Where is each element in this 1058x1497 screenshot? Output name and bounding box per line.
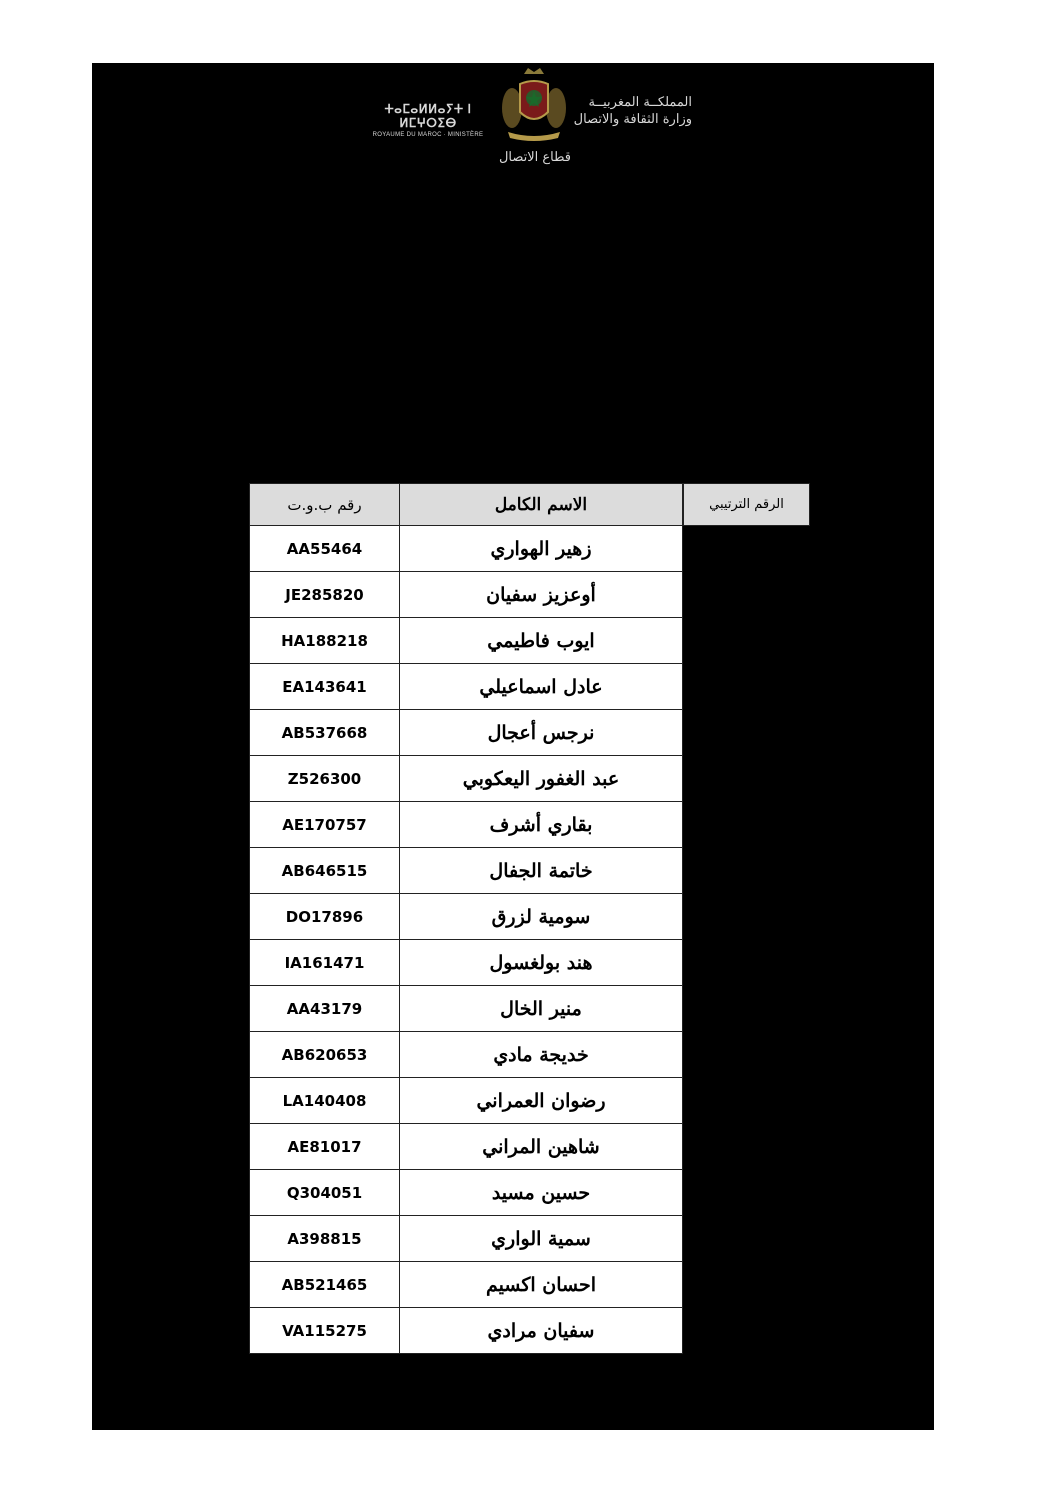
cell-rank-number bbox=[684, 894, 810, 940]
cell-rank-number bbox=[684, 848, 810, 894]
cell-full-name: سومية لزرق bbox=[400, 894, 683, 940]
letterhead bbox=[360, 66, 700, 176]
table-header-row bbox=[250, 484, 810, 526]
table-row bbox=[250, 1170, 810, 1216]
candidate-table bbox=[249, 483, 810, 1354]
table-row bbox=[250, 1124, 810, 1170]
cell-full-name: نرجس أعجال bbox=[400, 710, 683, 756]
cell-rank-number bbox=[684, 710, 810, 756]
cell-full-name: زهير الهواري bbox=[400, 526, 683, 572]
table-row bbox=[250, 940, 810, 986]
table-row bbox=[250, 1262, 810, 1308]
header-id-number: رقم ب.و.ت bbox=[250, 484, 400, 526]
cell-rank-number bbox=[684, 572, 810, 618]
cell-id-number: AB521465 bbox=[250, 1262, 400, 1308]
cell-full-name: عبد الغفور اليعكوبي bbox=[400, 756, 683, 802]
cell-rank-number bbox=[684, 526, 810, 572]
cell-id-number: Z526300 bbox=[250, 756, 400, 802]
table-row bbox=[250, 664, 810, 710]
table-row bbox=[250, 1216, 810, 1262]
table-row bbox=[250, 848, 810, 894]
letterhead-arabic-kingdom: المملكــة المغربيــة bbox=[588, 95, 692, 110]
cell-full-name: خديجة مادي bbox=[400, 1032, 683, 1078]
cell-full-name: سفيان مرادي bbox=[400, 1308, 683, 1354]
cell-rank-number bbox=[684, 1032, 810, 1078]
cell-id-number: AE81017 bbox=[250, 1124, 400, 1170]
table-row bbox=[250, 526, 810, 572]
cell-id-number: AB537668 bbox=[250, 710, 400, 756]
table-row bbox=[250, 894, 810, 940]
table-body bbox=[250, 526, 810, 1354]
table-row bbox=[250, 756, 810, 802]
table-row bbox=[250, 710, 810, 756]
cell-id-number: AA55464 bbox=[250, 526, 400, 572]
letterhead-tifinagh-line: ⵜⴰⵎⴰⵍⵍⴰⵢⵜ ⵏ ⵍⵎⵖⵔⵉⴱ bbox=[384, 102, 472, 130]
table-row bbox=[250, 986, 810, 1032]
cell-full-name: سمية الواري bbox=[400, 1216, 683, 1262]
cell-rank-number bbox=[684, 1170, 810, 1216]
cell-id-number: AB646515 bbox=[250, 848, 400, 894]
cell-rank-number bbox=[684, 618, 810, 664]
cell-id-number: VA115275 bbox=[250, 1308, 400, 1354]
cell-rank-number bbox=[684, 1308, 810, 1354]
cell-rank-number bbox=[684, 1262, 810, 1308]
cell-id-number: IA161471 bbox=[250, 940, 400, 986]
header-full-name: الاسم الكامل bbox=[400, 484, 683, 526]
letterhead-arabic-block bbox=[572, 94, 692, 128]
cell-id-number: AA43179 bbox=[250, 986, 400, 1032]
cell-full-name: أوعزيز سفيان bbox=[400, 572, 683, 618]
cell-full-name: خاتمة الجفال bbox=[400, 848, 683, 894]
cell-rank-number bbox=[684, 1078, 810, 1124]
table-row bbox=[250, 1308, 810, 1354]
cell-full-name: حسين مسيد bbox=[400, 1170, 683, 1216]
letterhead-sector: قطاع الاتصال bbox=[498, 150, 572, 165]
cell-id-number: AB620653 bbox=[250, 1032, 400, 1078]
cell-full-name: عادل اسماعيلي bbox=[400, 664, 683, 710]
letterhead-arabic-ministry: وزارة الثقافة والاتصال bbox=[573, 112, 692, 127]
cell-full-name: احسان اكسيم bbox=[400, 1262, 683, 1308]
cell-id-number: JE285820 bbox=[250, 572, 400, 618]
cell-id-number: LA140408 bbox=[250, 1078, 400, 1124]
cell-id-number: Q304051 bbox=[250, 1170, 400, 1216]
cell-id-number: EA143641 bbox=[250, 664, 400, 710]
cell-rank-number bbox=[684, 756, 810, 802]
cell-rank-number bbox=[684, 1124, 810, 1170]
cell-rank-number bbox=[684, 986, 810, 1032]
cell-full-name: بقاري أشرف bbox=[400, 802, 683, 848]
cell-id-number: A398815 bbox=[250, 1216, 400, 1262]
cell-rank-number bbox=[684, 664, 810, 710]
cell-full-name: هند بولغسول bbox=[400, 940, 683, 986]
cell-full-name: رضوان العمراني bbox=[400, 1078, 683, 1124]
cell-rank-number bbox=[684, 940, 810, 986]
cell-rank-number bbox=[684, 802, 810, 848]
cell-id-number: AE170757 bbox=[250, 802, 400, 848]
table-row bbox=[250, 802, 810, 848]
cell-full-name: منير الخال bbox=[400, 986, 683, 1032]
cell-full-name: ايوب فاطيمي bbox=[400, 618, 683, 664]
royal-emblem-icon bbox=[498, 66, 570, 144]
table-row bbox=[250, 1032, 810, 1078]
cell-id-number: HA188218 bbox=[250, 618, 400, 664]
table-row bbox=[250, 572, 810, 618]
letterhead-tifinagh-block bbox=[368, 102, 488, 138]
cell-id-number: DO17896 bbox=[250, 894, 400, 940]
table-row bbox=[250, 618, 810, 664]
header-rank-number: الرقم الترتيبي bbox=[684, 484, 810, 526]
table-row bbox=[250, 1078, 810, 1124]
cell-rank-number bbox=[684, 1216, 810, 1262]
cell-full-name: شاهين المراني bbox=[400, 1124, 683, 1170]
letterhead-french-line: ROYAUME DU MAROC · MINISTÈRE bbox=[372, 132, 484, 138]
